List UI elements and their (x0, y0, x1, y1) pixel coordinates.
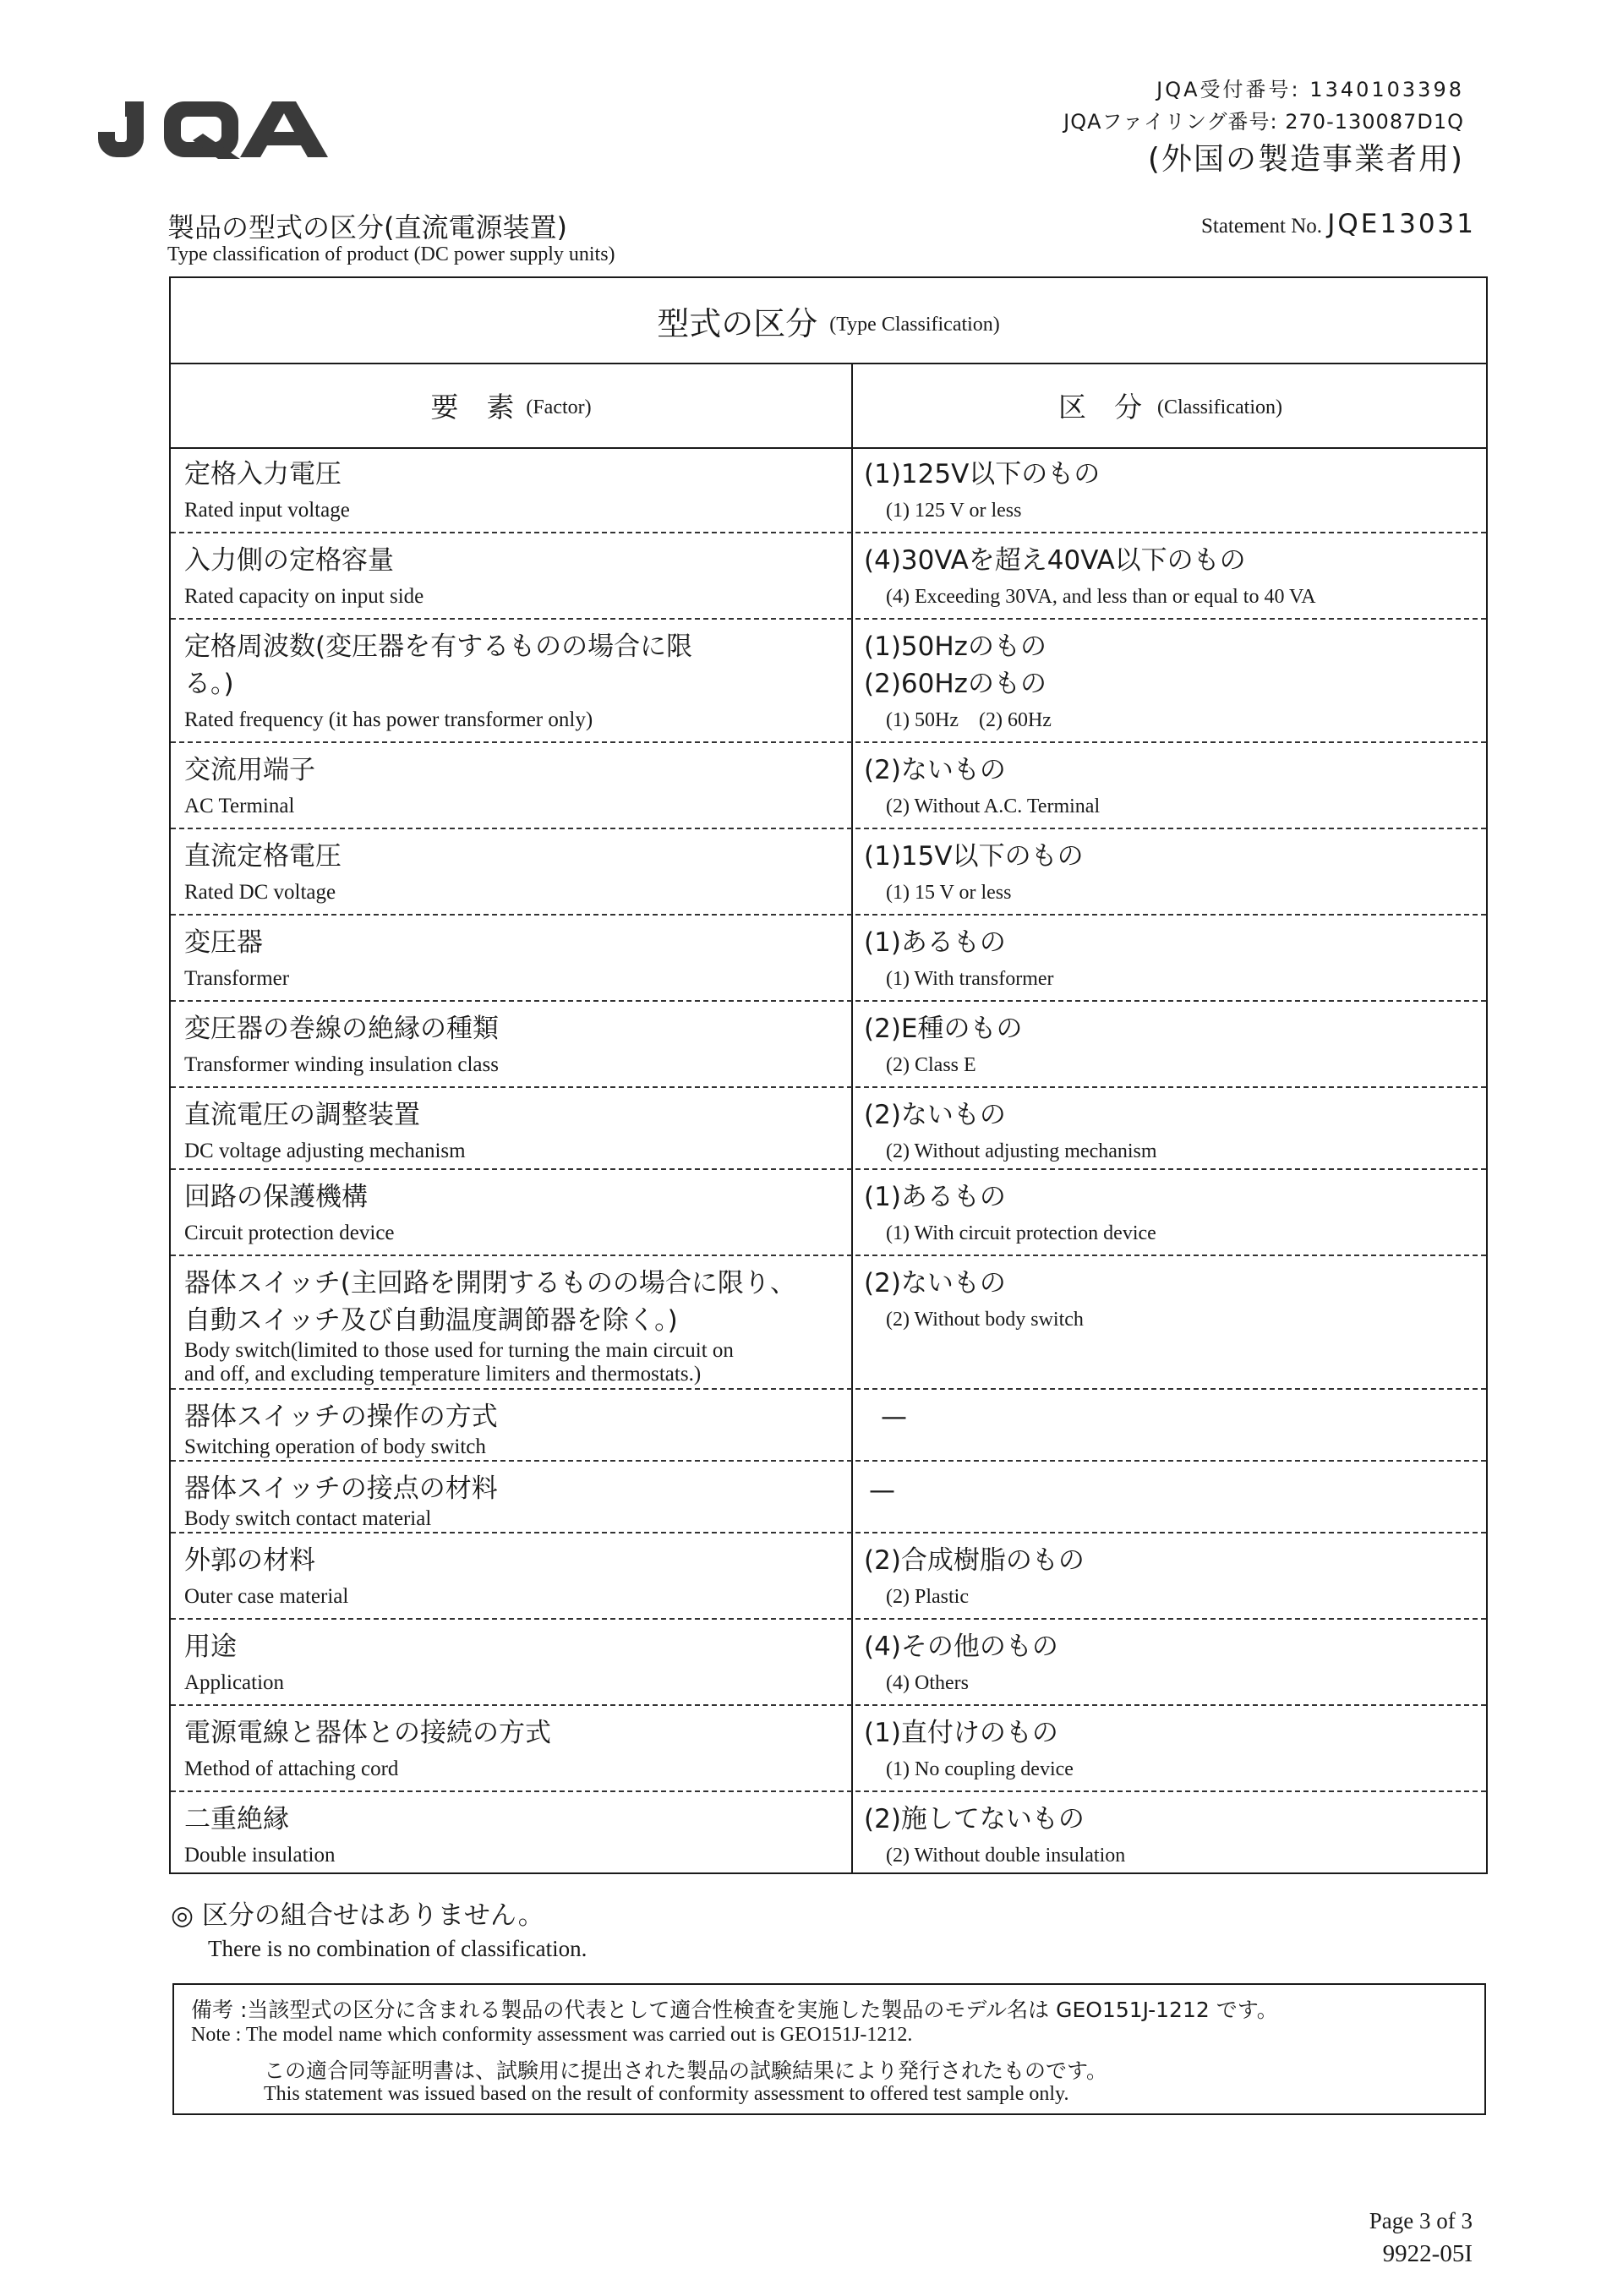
classification-jp: (2)施してないもの (864, 1804, 1085, 1834)
classification-en: (2) Without A.C. Terminal (886, 795, 1101, 817)
factor-en: Rated input voltage (184, 499, 350, 522)
classification-cell (864, 1714, 1481, 1782)
factor-en: Transformer (184, 967, 290, 990)
classification-jp: (1)15V以下のもの (864, 841, 1084, 872)
factor-jp: 定格周波数(変圧器を有するものの場合に限 (184, 631, 693, 662)
filing-number-line (1063, 105, 1464, 134)
classification-cell (864, 628, 1481, 733)
classification-cell (864, 1801, 1481, 1868)
classification-jp: (4)30VAを超え40VA以下のもの (864, 545, 1246, 576)
factor-en: Circuit protection device (184, 1222, 395, 1244)
classification-cell (864, 1096, 1481, 1164)
factor-cell (184, 628, 844, 733)
classification-jp-cont: (2)60Hzのもの (864, 669, 1046, 699)
table-row (171, 916, 1486, 1002)
classification-jp: (1)あるもの (864, 1182, 1006, 1212)
document-title-jp: 製品の型式の区分(直流電源装置) (167, 211, 567, 243)
factor-jp: 電源電線と器体との接続の方式 (184, 1718, 551, 1748)
classification-en: (1) 15 V or less (886, 882, 1012, 904)
classification-jp: — (881, 1402, 907, 1432)
statement-value: JQE13031 (1327, 209, 1476, 239)
factor-cell (184, 1628, 844, 1696)
form-code: 9922-05I (1382, 2240, 1473, 2267)
factor-jp: 器体スイッチの操作の方式 (184, 1402, 498, 1432)
table-row (171, 1792, 1486, 1878)
factor-en: Switching operation of body switch (184, 1435, 486, 1458)
classification-cell (881, 1398, 1498, 1435)
classification-jp: (4)その他のもの (864, 1632, 1058, 1662)
classification-en: (1) With circuit protection device (886, 1222, 1156, 1244)
remark-en-1: Note : The model name which conformity assessment was carried out is GEO151J-1212. (191, 2024, 913, 2046)
factor-en: DC voltage adjusting mechanism (184, 1140, 466, 1162)
factor-cell (184, 1265, 844, 1386)
classification-jp: (1)直付けのもの (864, 1718, 1058, 1748)
receipt-number: 1340103398 (1309, 78, 1464, 101)
factor-jp: 回路の保護機構 (184, 1182, 368, 1212)
classification-en: (1) No coupling device (886, 1758, 1074, 1780)
factor-jp: 定格入力電圧 (184, 459, 342, 489)
receipt-label: JQA受付番号: (1156, 78, 1301, 101)
classification-en: (1) With transformer (886, 968, 1054, 990)
factor-cell (184, 752, 844, 819)
table-row (171, 1256, 1486, 1390)
classification-jp: (1)125V以下のもの (864, 459, 1101, 489)
classification-jp: (2)ないもの (864, 755, 1006, 785)
factor-header (171, 363, 851, 447)
factor-header-jp: 要 素 (430, 390, 515, 424)
factor-jp-cont: る。) (184, 669, 234, 699)
factor-cell (184, 1096, 844, 1164)
combination-note-en: There is no combination of classification. (208, 1936, 587, 1961)
factor-cell (184, 924, 844, 992)
classification-cell (864, 1542, 1481, 1610)
factor-cell (184, 542, 844, 610)
classification-header-jp: 区 分 (1058, 390, 1143, 424)
factor-cell (184, 1714, 844, 1782)
table-row (171, 1390, 1486, 1462)
classification-en: (4) Others (886, 1672, 969, 1694)
table-row (171, 1088, 1486, 1170)
factor-en: Rated frequency (it has power transformer only) (184, 708, 593, 731)
classification-en: (1) 50Hz (2) 60Hz (886, 709, 1052, 731)
table-row (171, 1002, 1486, 1088)
classification-header (853, 363, 1488, 447)
classification-cell (864, 542, 1481, 610)
factor-cell (184, 456, 844, 523)
foreign-manufacturer-note: (外国の製造事業者用) (1147, 142, 1464, 177)
table-row (171, 620, 1486, 743)
statement-label: Statement No. (1200, 215, 1322, 238)
classification-cell (864, 838, 1481, 905)
table-row (171, 447, 1486, 533)
factor-jp: 器体スイッチの接点の材料 (184, 1473, 498, 1504)
factor-en: Rated capacity on input side (184, 585, 424, 608)
table-title (171, 278, 1486, 364)
classification-cell (864, 1178, 1481, 1246)
table-row (171, 1533, 1486, 1620)
remark-jp-2: この適合同等証明書は、試験用に提出された製品の試験結果により発行されたものです。 (264, 2058, 1108, 2083)
table-row (171, 1620, 1486, 1706)
table-row (171, 533, 1486, 620)
classification-en: (2) Without body switch (886, 1309, 1084, 1331)
factor-jp: 変圧器の巻線の絶縁の種類 (184, 1014, 499, 1044)
classification-jp: (2)E種のもの (864, 1014, 1023, 1044)
filing-label: JQAファイリング番号: (1063, 110, 1278, 134)
factor-header-en: (Factor) (526, 396, 592, 418)
remarks-box (172, 1983, 1486, 2115)
factor-en: Body switch contact material (184, 1507, 432, 1530)
classification-jp: (2)合成樹脂のもの (864, 1545, 1085, 1576)
combination-note-jp: ◎ 区分の組合せはありません。 (171, 1900, 544, 1931)
classification-cell (869, 1472, 1486, 1509)
remark-jp-1: 備考 :当該型式の区分に含まれる製品の代表として適合性検査を実施した製品のモデル名は GEO151J-1212 です。 (191, 1998, 1278, 2022)
classification-cell (864, 924, 1481, 992)
classification-cell (864, 1265, 1481, 1332)
factor-cell (184, 1542, 844, 1610)
page-number: Page 3 of 3 (1369, 2208, 1473, 2233)
classification-en: (4) Exceeding 30VA, and less than or equal to 40 VA (886, 586, 1316, 608)
factor-en: Double insulation (184, 1844, 336, 1867)
table-column-headers (171, 363, 1486, 449)
table-row (171, 1170, 1486, 1256)
classification-en: (2) Without adjusting mechanism (886, 1140, 1157, 1162)
factor-en: Body switch(limited to those used for turning the main circuit on (184, 1339, 734, 1362)
statement-number (1201, 209, 1476, 239)
factor-cell (184, 1470, 844, 1531)
factor-en-cont: and off, and excluding temperature limiters and thermostats.) (184, 1363, 702, 1386)
filing-number: 270-130087D1Q (1285, 110, 1464, 134)
factor-en: Rated DC voltage (184, 881, 336, 904)
classification-en: (2) Without double insulation (886, 1845, 1126, 1867)
factor-jp: 直流電圧の調整装置 (184, 1100, 420, 1130)
classification-jp: (1)あるもの (864, 927, 1006, 958)
factor-jp-cont: 自動スイッチ及び自動温度調節器を除く。) (184, 1305, 678, 1336)
factor-en: Method of attaching cord (184, 1758, 399, 1780)
table-title-en: (Type Classification) (829, 313, 1000, 336)
classification-jp: (2)ないもの (864, 1100, 1006, 1130)
factor-jp: 外郭の材料 (184, 1545, 315, 1576)
table-row (171, 829, 1486, 916)
factor-jp: 用途 (184, 1632, 237, 1662)
factor-en: Application (184, 1671, 285, 1694)
document-title-en: Type classification of product (DC power supply units) (167, 243, 615, 265)
factor-cell (184, 1010, 844, 1078)
classification-cell (864, 1010, 1481, 1078)
factor-jp: 変圧器 (184, 927, 263, 958)
factor-cell (184, 1398, 844, 1459)
factor-jp: 交流用端子 (184, 755, 315, 785)
classification-cell (864, 456, 1481, 523)
factor-en: AC Terminal (184, 795, 295, 817)
factor-cell (184, 1178, 844, 1246)
factor-jp: 器体スイッチ(主回路を開閉するものの場合に限り、 (184, 1268, 796, 1298)
table-row (171, 743, 1486, 829)
classification-en: (2) Plastic (886, 1586, 969, 1608)
table-row (171, 1462, 1486, 1533)
factor-cell (184, 838, 844, 905)
factor-en: Outer case material (184, 1585, 349, 1608)
factor-en: Transformer winding insulation class (184, 1053, 499, 1076)
receipt-number-line (1156, 73, 1464, 102)
classification-cell (864, 752, 1481, 819)
factor-jp: 入力側の定格容量 (184, 545, 394, 576)
factor-cell (184, 1801, 844, 1868)
factor-jp: 直流定格電圧 (184, 841, 342, 872)
classification-cell (864, 1628, 1481, 1696)
classification-header-en: (Classification) (1157, 396, 1282, 418)
table-row (171, 1706, 1486, 1792)
classification-jp: (1)50Hzのもの (864, 631, 1046, 662)
factor-jp: 二重絶縁 (184, 1804, 289, 1834)
table-title-jp: 型式の区分 (657, 304, 818, 342)
type-classification-table (169, 276, 1488, 1874)
remark-en-2: This statement was issued based on the result of conformity assessment to offered test sample only. (264, 2083, 1069, 2105)
classification-jp: (2)ないもの (864, 1268, 1006, 1298)
jqa-logo (91, 95, 328, 162)
classification-en: (1) 125 V or less (886, 500, 1022, 522)
classification-jp: — (869, 1475, 895, 1506)
classification-en: (2) Class E (886, 1054, 976, 1076)
